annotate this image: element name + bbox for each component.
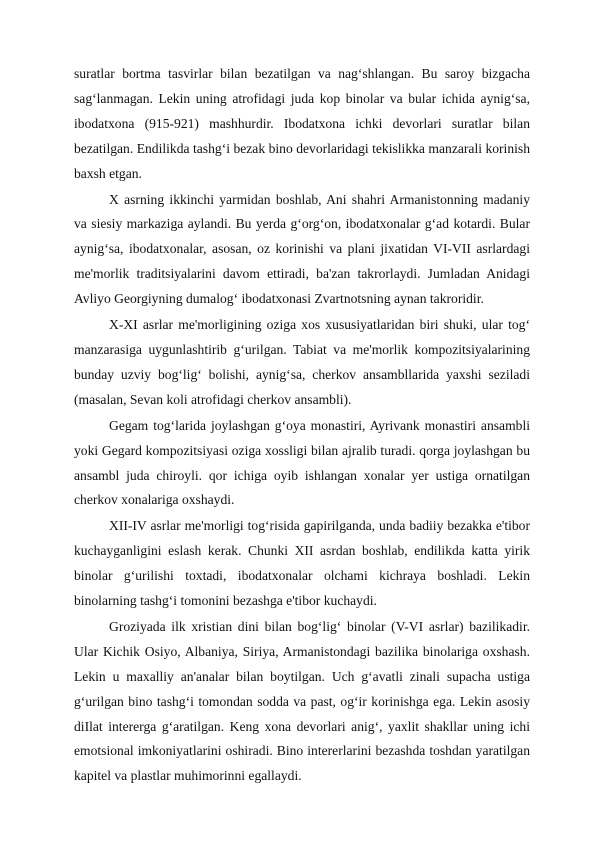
- paragraph-2: X asrning ikkinchi yarmidan boshlab, Ani shahri Armanistonning madaniy va siesiy markaziga aylandi. Bu yerda g‘org‘on, ibodatxonalar g‘ad kotardi. Bular aynig‘sa, ibodatxonalar, asosan, oz korinishi va plani jixatidan VI-VII asrlardagi me'morlik traditsiyalarini davom ettiradi, ba'zan takrorlaydi. Jumladan Anidagi Avliyo Georgiyning dumalog‘ ibodatxonasi Zvartnotsning aynan takroridir.: [74, 191, 530, 307]
- paragraph-1: suratlar bortma tasvirlar bilan bezatilgan va nag‘shlangan. Bu saroy bizgacha sag‘lanmagan. Lekin uning atrofidagi juda kop binolar va bular ichida aynig‘sa, ibodatxona (915-921) mashhurdir. Ibodatxona ichki devorlari suratlar bilan bezatilgan. Endilikda tashg‘i bezak bino devorlaridagi tekislikka manzarali korinish baxsh etgan.: [74, 66, 530, 181]
- paragraph-4: Gegam tog‘larida joylashgan g‘oya monastiri, Ayrivank monastiri ansambli yoki Gegard kompozitsiyasi oziga xossligi bilan ajralib turadi. qorga joylashgan bu ansambl juda chiroyli. qor ichiga oyib ishlangan xonalar yer ustiga ornatilgan cherkov xonalariga oxshaydi.: [74, 417, 530, 508]
- paragraph-3: X-XI asrlar me'morligining oziga xos xususiyatlaridan biri shuki, ular tog‘ manzarasiga uygunlashtirib g‘urilgan. Tabiat va me'morlik kompozitsiyalarining bunday uzviy bog‘lig‘ bolishi, aynig‘sa, cherkov ansambllarida yaxshi seziladi (masalan, Sevan koli atrofidagi cherkov ansambli).: [74, 317, 530, 407]
- paragraph-5: XII-IV asrlar me'morligi tog‘risida gapirilganda, unda badiiy bezakka e'tibor kuchayganligini eslash kerak. Chunki XII asrdan boshlab, endilikda katta yirik binolar g‘urilishi toxtadi, ibodatxonalar olchami kichraya boshladi. Lekin binolarning tashg‘i tomonini bezashga e'tibor kuchaydi.: [74, 518, 530, 609]
- paragraph-6: Groziyada ilk xristian dini bilan bog‘lig‘ binolar (V-VI asrlar) bazilikadir. Ular Kichik Osiyo, Albaniya, Siriya, Armanistondagi bazilika binolariga oxshash. Lekin u maxalliy an'analar bilan boytilgan. Uch g‘avatli zinali supacha ustiga g‘urilgan bino tashg‘i tomondan sodda va past, og‘ir korinishga ega. Lekin asosiy diIlat intererga g‘aratilgan. Keng xona devorlari anig‘, yaxlit shakllar uning ichi emotsional imkoniyatlarini oshiradi. Bino intererlarini bezashda toshdan yaratilgan kapitel va plastlar muhimorinni egallaydi.: [74, 618, 530, 784]
